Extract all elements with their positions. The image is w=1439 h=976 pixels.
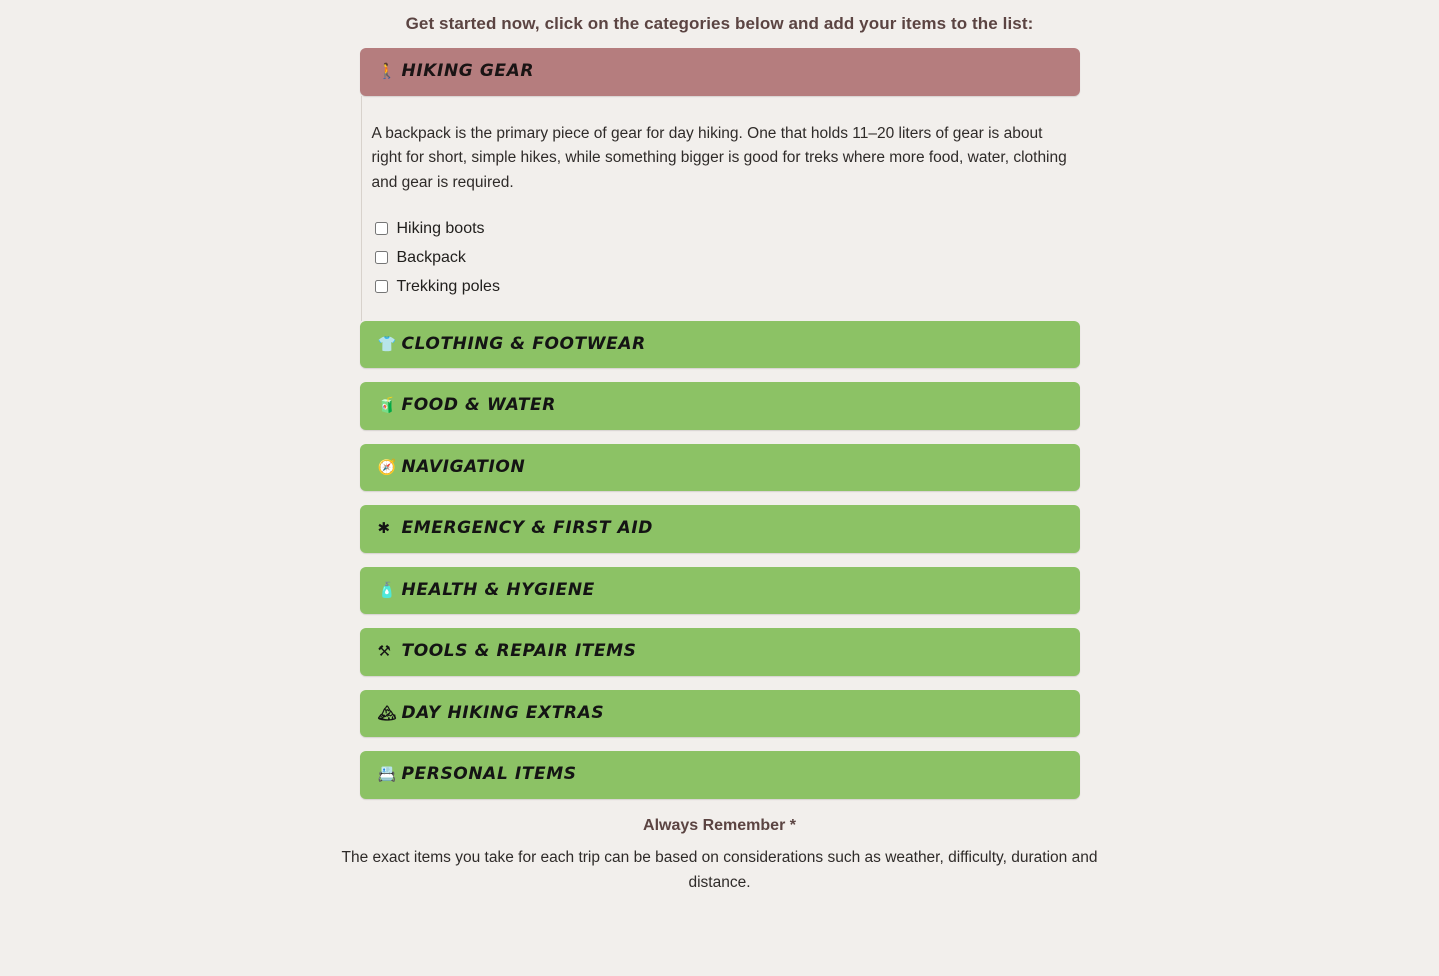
category-button-personal-items[interactable] [360, 751, 1080, 799]
tools-icon: ⚒ [377, 642, 392, 661]
footer-text: The exact items you take for each trip can be based on considerations such as weather, difficulty, duration and distance. [341, 848, 1098, 892]
item-label: Backpack [396, 249, 466, 267]
category-button-tools-repair-items[interactable] [360, 628, 1080, 676]
category-button-day-hiking-extras[interactable] [360, 690, 1080, 738]
category-label: TOOLS & REPAIR ITEMS [401, 641, 637, 662]
footer [330, 817, 1110, 895]
id-card-icon: 📇 [377, 765, 397, 784]
soap-dispenser-icon: 🧴 [377, 580, 397, 599]
category-label: FOOD & WATER [401, 395, 556, 416]
item-checkbox-backpack[interactable] [375, 251, 388, 264]
water-bottle-icon: 🧃 [377, 396, 397, 415]
category-panel-hiking-gear [361, 96, 1080, 321]
category-description: A backpack is the primary piece of gear for day hiking. One that holds 11–20 liters of gear is about right for short, simple hikes, while something bigger is good for treks where more food, water, clothing and gear is required. [371, 124, 1067, 191]
item-label: Hiking boots [396, 220, 485, 237]
list-item[interactable] [372, 219, 1080, 238]
hiker-icon: 🚶 [377, 62, 397, 80]
category-label: NAVIGATION [401, 456, 526, 477]
category-label: HIKING GEAR [401, 61, 535, 81]
category-button-health-hygiene[interactable] [360, 567, 1080, 615]
panel-spacer [372, 307, 1080, 311]
category-button-clothing-footwear[interactable] [360, 321, 1080, 369]
category-label: PERSONAL ITEMS [401, 764, 577, 785]
category-button-navigation[interactable] [360, 444, 1080, 492]
category-label: CLOTHING & FOOTWEAR [401, 333, 646, 354]
mountain-icon: 🏔 [377, 703, 398, 722]
footer-title: Always Remember * [643, 816, 796, 834]
category-button-emergency-first-aid[interactable] [360, 505, 1080, 553]
tshirt-icon: 👕 [377, 334, 397, 353]
category-accordion [360, 48, 1080, 799]
category-button-food-water[interactable] [360, 382, 1080, 430]
category-label: DAY HIKING EXTRAS [401, 702, 605, 723]
category-label: HEALTH & HYGIENE [401, 579, 595, 600]
item-checkbox-hiking-boots[interactable] [375, 222, 388, 235]
compass-icon: 🧭 [377, 457, 397, 476]
accordion-container [360, 48, 1080, 799]
page-title: Get started now, click on the categories below and add your items to the list: [405, 14, 1034, 33]
asterisk-icon: ✱ [377, 519, 391, 538]
category-label: EMERGENCY & FIRST AID [401, 518, 653, 539]
item-checkbox-trekking-poles[interactable] [375, 280, 388, 293]
category-button-hiking-gear[interactable] [360, 48, 1080, 96]
list-item[interactable] [372, 277, 1080, 296]
item-label: Trekking poles [396, 278, 500, 296]
list-item[interactable] [372, 248, 1080, 267]
